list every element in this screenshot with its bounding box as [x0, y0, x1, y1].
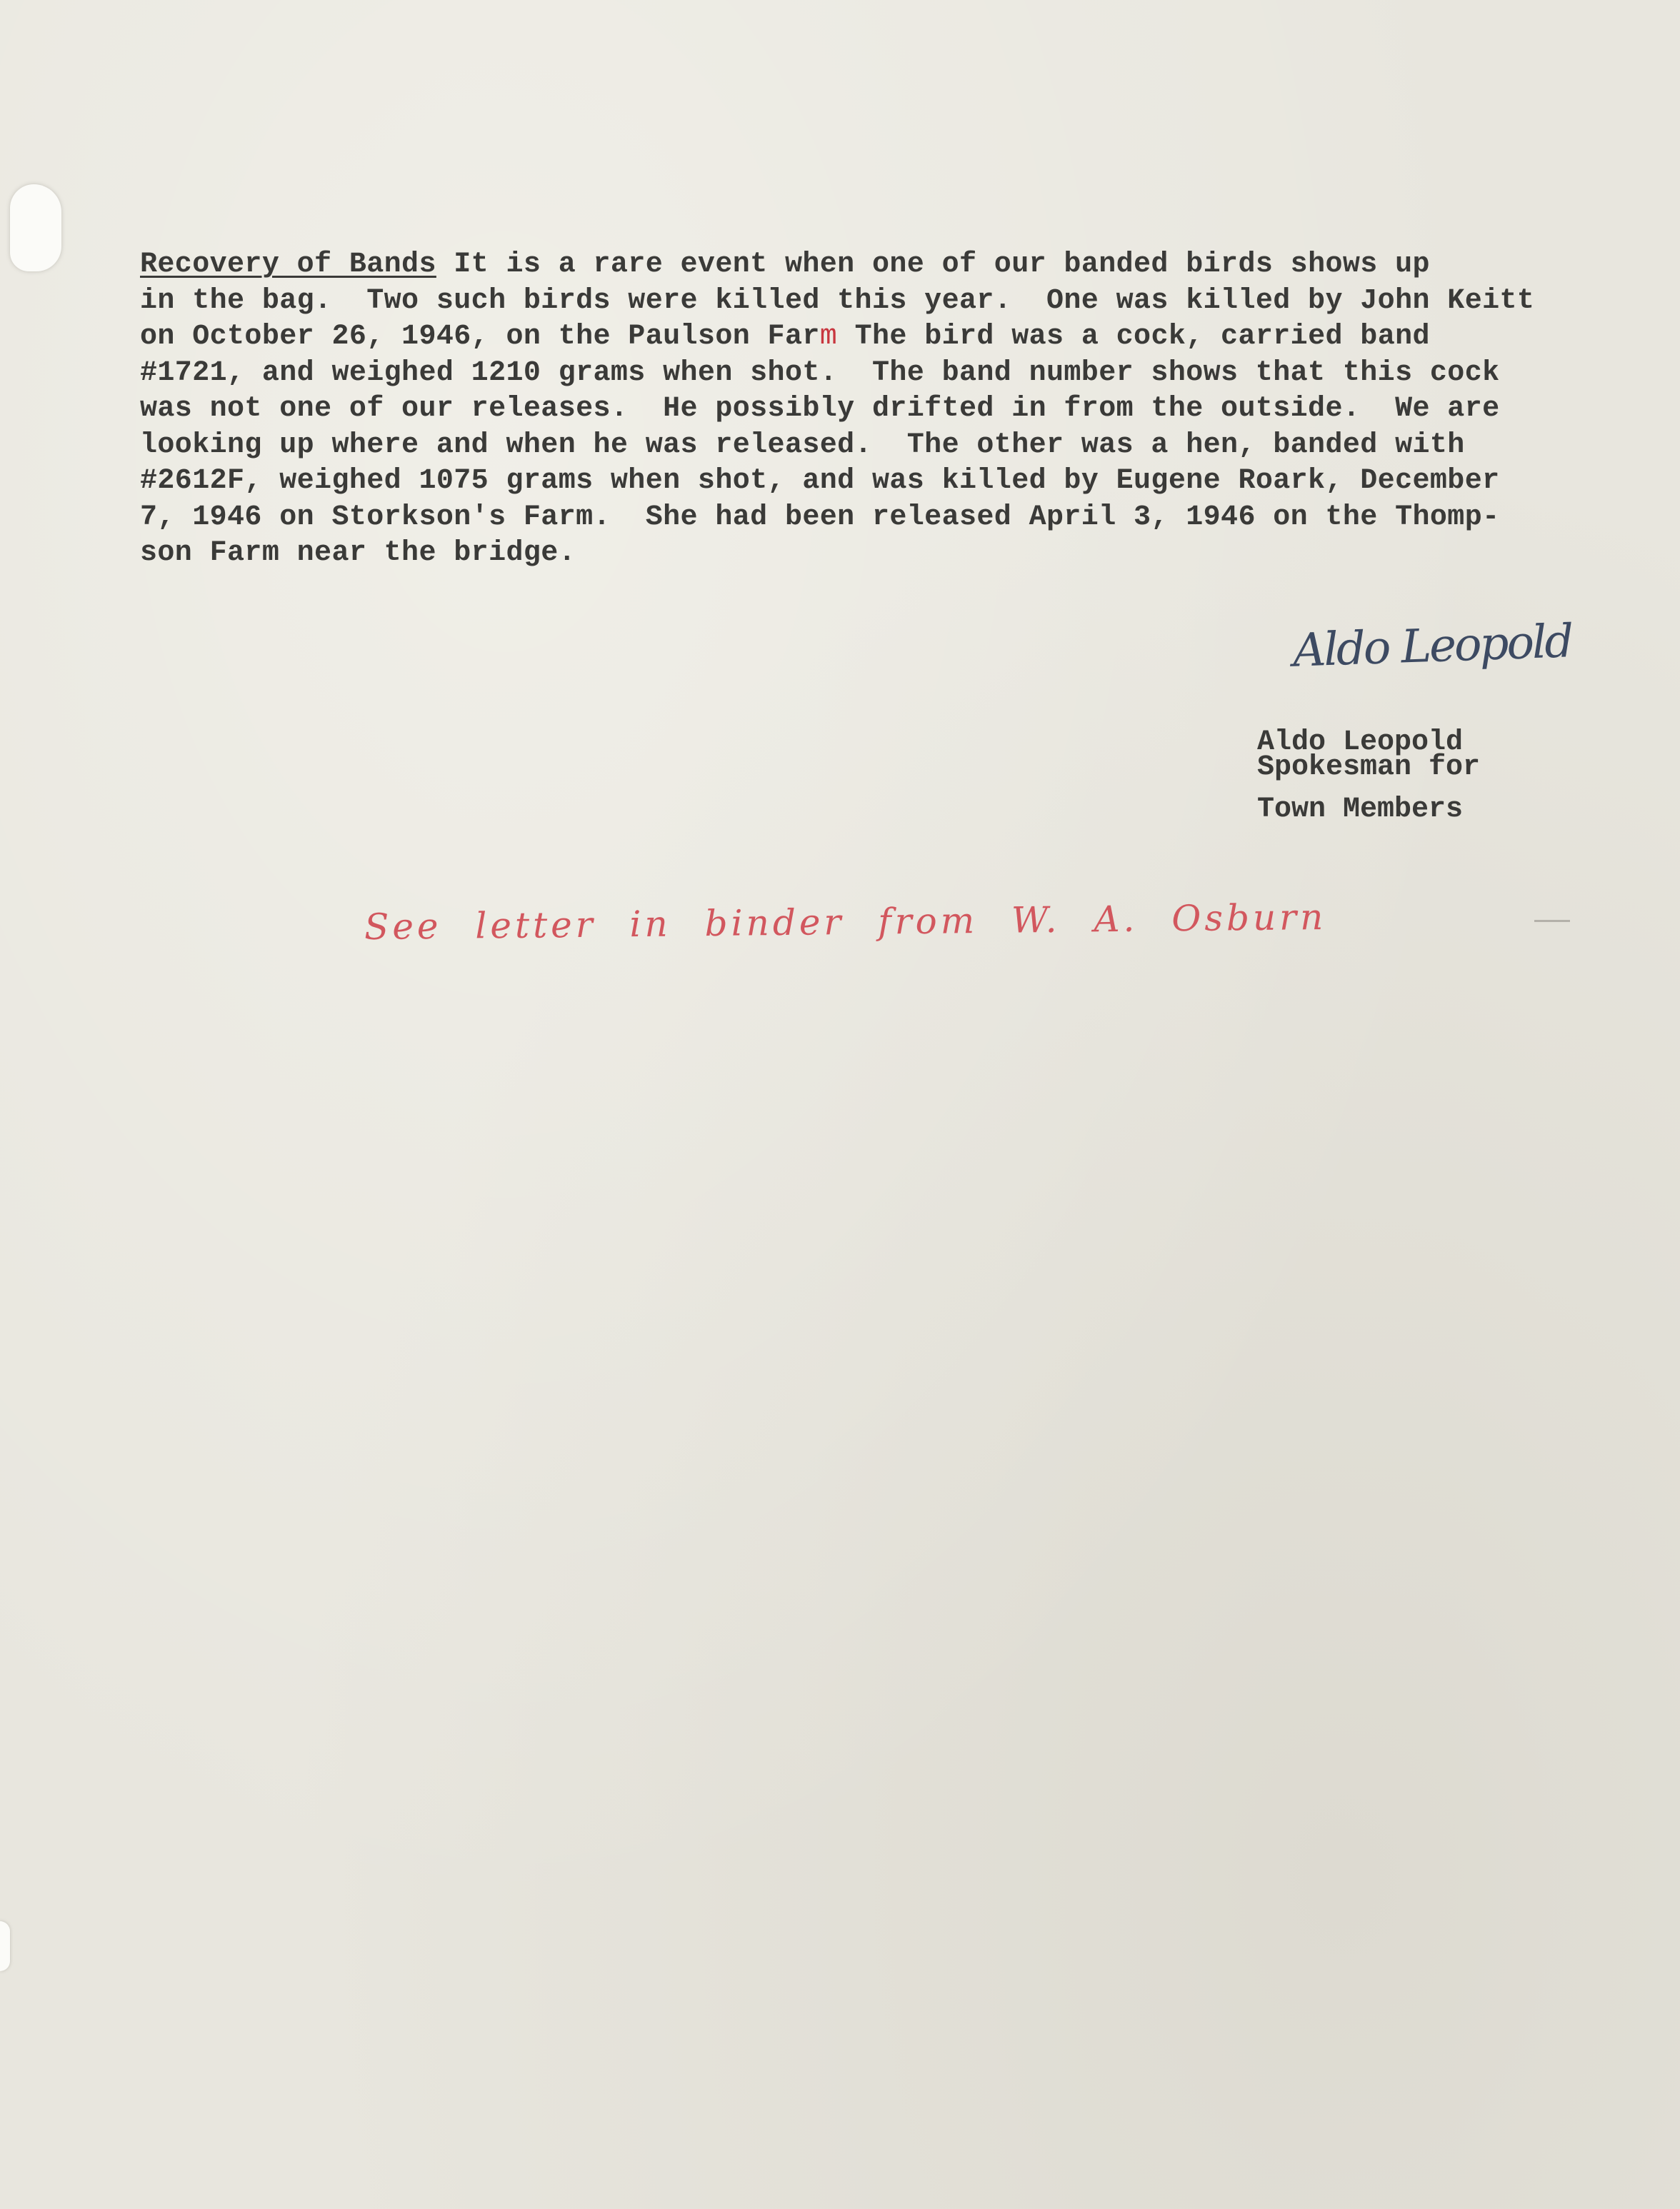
section-heading: Recovery of Bands: [140, 249, 436, 281]
stray-mark: [1534, 920, 1570, 922]
punch-hole: [10, 184, 61, 271]
text-line-6: looking up where and when he was released. The other was a hen, banded with: [140, 429, 1465, 461]
handwritten-signature: Aldo Leopold: [1291, 615, 1573, 678]
text-line-5: was not one of our releases. He possibly drifted in from the outside. We are: [140, 393, 1500, 425]
red-correction-mark: m: [819, 321, 838, 353]
text-line-8: 7, 1946 on Storkson's Farm. She had been released April 3, 1946 on the Thomp-: [140, 501, 1500, 534]
typed-paragraph: [140, 247, 1576, 572]
signer-name: Aldo Leopold: [1257, 726, 1464, 758]
text-line-3: [140, 319, 1576, 356]
text-line-7: #2612F, weighed 1075 grams when shot, and was killed by Eugene Roark, December: [140, 465, 1500, 497]
text-line-4: #1721, and weighed 1210 grams when shot. The band number shows that this cock: [140, 356, 1500, 389]
signature-block: [1257, 726, 1481, 826]
signer-title-line-1: Spokesman for: [1257, 751, 1481, 783]
punch-hole-lower: [0, 1921, 10, 1971]
text-line-2: in the bag. Two such birds were killed this year. One was killed by John Keitt: [140, 284, 1535, 317]
text-line-3-part-a: on October 26, 1946, on the Paulson Far: [140, 321, 820, 353]
signer-title-line-2: Town Members: [1257, 793, 1464, 826]
text-line-1-rest: It is a rare event when one of our banded birds shows up: [436, 249, 1430, 281]
text-line-1: [140, 247, 1576, 284]
text-line-9: son Farm near the bridge.: [140, 537, 576, 569]
handwritten-red-note: See letter in binder from W. A. Osburn: [364, 896, 1327, 948]
text-line-3-part-b: The bird was a cock, carried band: [837, 321, 1430, 353]
